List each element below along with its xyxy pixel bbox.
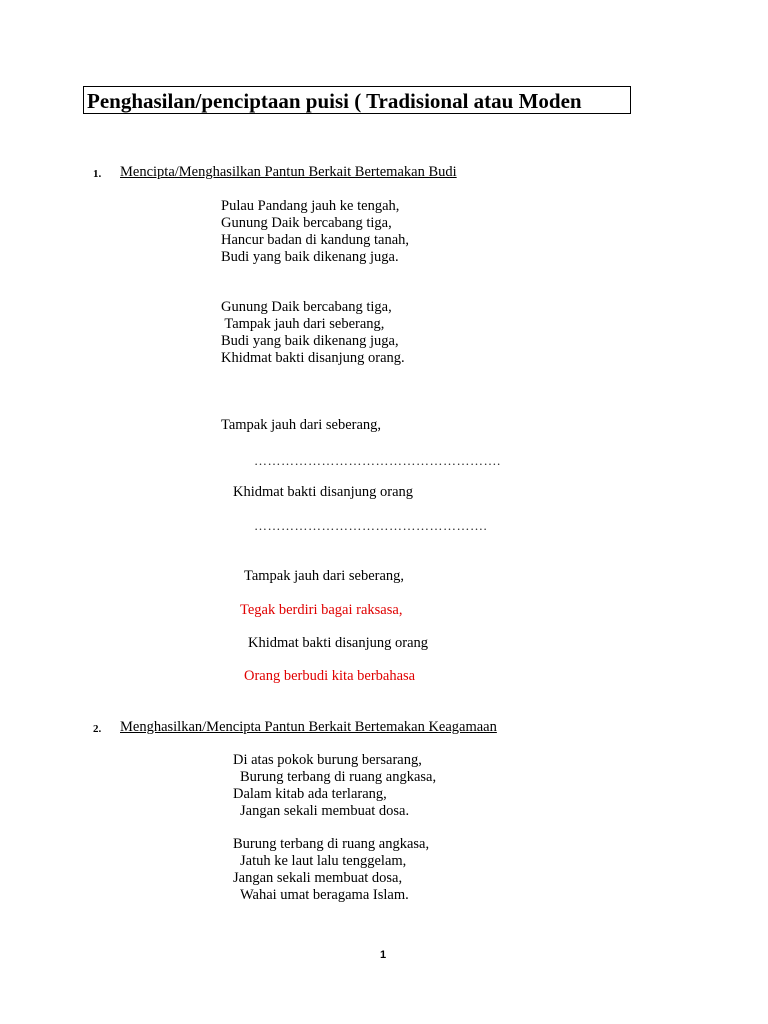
page-number: 1 [380, 949, 387, 961]
stanza-line: Jangan sekali membuat dosa, [233, 870, 403, 886]
stanza-line: Di atas pokok burung bersarang, [233, 752, 422, 768]
stanza-line: Jangan sekali membuat dosa. [240, 803, 410, 819]
fill-in-dots: ……………………………………………. [254, 518, 488, 533]
answer-line: Tampak jauh dari seberang, [244, 568, 405, 584]
stanza-line: Hancur badan di kandung tanah, [221, 232, 410, 248]
stanza-line: Budi yang baik dikenang juga. [221, 249, 399, 265]
section-heading-2: Menghasilkan/Mencipta Pantun Berkait Bertemakan Keagamaan [120, 719, 497, 735]
section-number-2: 2. [93, 723, 102, 735]
stanza-line: Burung terbang di ruang angkasa, [233, 836, 430, 852]
stanza-line: Khidmat bakti disanjung orang. [221, 350, 405, 366]
exercise-line: Tampak jauh dari seberang, [221, 417, 382, 433]
fill-in-dots: ………………………………………………. [254, 453, 501, 468]
stanza-line: Pulau Pandang jauh ke tengah, [221, 198, 400, 214]
stanza-line: Jatuh ke laut lalu tenggelam, [240, 853, 407, 869]
section-number-1: 1. [93, 168, 102, 180]
stanza-line: Budi yang baik dikenang juga, [221, 333, 399, 349]
answer-line: Khidmat bakti disanjung orang [248, 635, 429, 651]
exercise-line: Khidmat bakti disanjung orang [233, 484, 414, 500]
stanza-line: Tampak jauh dari seberang, [221, 316, 385, 332]
answer-line-red: Tegak berdiri bagai raksasa, [240, 602, 403, 618]
stanza-line: Burung terbang di ruang angkasa, [240, 769, 437, 785]
stanza-line: Gunung Daik bercabang tiga, [221, 215, 392, 231]
page-title: Penghasilan/penciptaan puisi ( Tradisional atau Moden [83, 86, 631, 114]
stanza-line: Gunung Daik bercabang tiga, [221, 299, 392, 315]
section-heading-1: Mencipta/Menghasilkan Pantun Berkait Bertemakan Budi [120, 164, 457, 180]
stanza-line: Wahai umat beragama Islam. [240, 887, 409, 903]
answer-line-red: Orang berbudi kita berbahasa [244, 668, 416, 684]
stanza-line: Dalam kitab ada terlarang, [233, 786, 387, 802]
